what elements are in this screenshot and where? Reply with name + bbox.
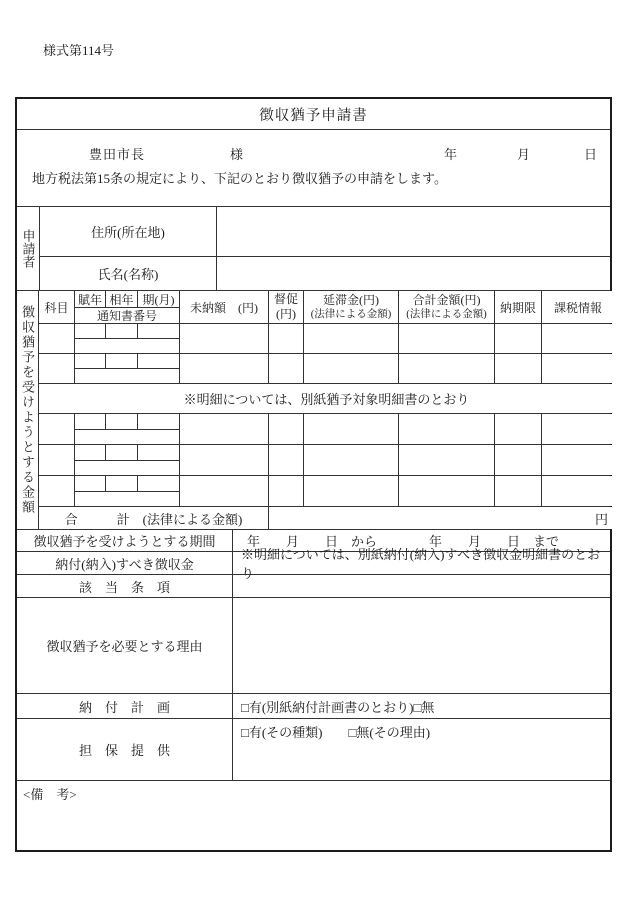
date-year-label: 年 (444, 147, 458, 162)
grid-cell-late-fee[interactable] (304, 414, 398, 444)
header-tax-info: 課税情報 (542, 291, 614, 323)
application-statement: 地方税法第15条の規定により、下記のとおり徴収猶予の申請をします。 (32, 171, 447, 186)
applicant-section (17, 206, 610, 290)
grid-cell-rel-year[interactable] (106, 414, 137, 429)
address-label: 住所(所在地) (40, 207, 217, 256)
header-levy-year: 賦年 (75, 291, 105, 307)
header-notice-no: 通知書番号 (75, 308, 179, 323)
grid-cell-late-fee[interactable] (304, 445, 398, 475)
levies-note: ※明細については、別紙納付(納入)すべき徴収金明細書のとおり (241, 547, 601, 581)
header-reminder-line1: 督促 (273, 292, 298, 306)
detail-note: ※明細については、別紙猶予対象明細書のとおり (39, 384, 614, 413)
grid-cell-tax-info[interactable] (542, 445, 614, 475)
grid-cell-period[interactable] (138, 445, 179, 460)
grid-cell-due-date[interactable] (495, 324, 541, 353)
grid-cell-unpaid[interactable] (180, 476, 268, 506)
clause-row (17, 574, 610, 597)
header-sum-line2: (法律による金額) (406, 308, 487, 320)
levies-label: 納付(納入)すべき徴収金 (17, 552, 233, 574)
grid-cell-period[interactable] (138, 324, 179, 338)
honorific-label: 様 (230, 147, 244, 162)
payment-plan-label: 納 付 計 画 (17, 694, 233, 718)
grid-cell-notice-no[interactable] (75, 369, 179, 383)
grid-cell-late-fee[interactable] (304, 476, 398, 506)
grid-cell-notice-no[interactable] (75, 492, 179, 506)
grid-cell-notice-no[interactable] (75, 339, 179, 353)
grid-cell-subject[interactable] (39, 476, 74, 506)
grid-cell-tax-info[interactable] (542, 354, 614, 383)
grid-cell-notice-no[interactable] (75, 430, 179, 444)
header-late-fee (304, 291, 398, 323)
grid-cell-due-date[interactable] (495, 476, 541, 506)
header-due-date: 納期限 (495, 291, 541, 323)
name-label: 氏名(名称) (40, 257, 217, 290)
grid-cell-reminder[interactable] (269, 354, 303, 383)
grid-cell-sum[interactable] (399, 445, 494, 475)
grid-cell-rel-year[interactable] (106, 354, 137, 368)
grid-cell-sum[interactable] (399, 324, 494, 353)
grid-cell-rel-year[interactable] (106, 445, 137, 460)
reason-label: 徴収猶予を必要とする理由 (17, 598, 233, 693)
period-value-cell[interactable]: 年 月 日 から 年 月 日 まで (247, 534, 560, 549)
total-value-cell[interactable]: 円 (269, 507, 614, 529)
grid-cell-levy-year[interactable] (75, 476, 105, 491)
grid-cell-due-date[interactable] (495, 414, 541, 444)
total-label: 合 計 (法律による金額) (39, 507, 268, 529)
grid-cell-levy-year[interactable] (75, 445, 105, 460)
grid-cell-period[interactable] (138, 476, 179, 491)
header-sum (399, 291, 494, 323)
levies-row (17, 547, 610, 581)
grid-cell-period[interactable] (138, 414, 179, 429)
header-reminder (269, 291, 303, 323)
header-sum-line1: 合計金額(円) (412, 292, 481, 307)
grid-cell-late-fee[interactable] (304, 324, 398, 353)
deferment-application-form (15, 97, 612, 852)
header-period: 期(月) (138, 291, 179, 307)
collateral-row (17, 718, 610, 780)
grid-cell-sum[interactable] (399, 414, 494, 444)
grid-cell-unpaid[interactable] (180, 445, 268, 475)
header-rel-year: 相年 (106, 291, 137, 307)
collateral-checkboxes[interactable]: □有(その種類) □無(その理由) (241, 725, 431, 740)
header-reminder-line2: (円) (275, 307, 296, 321)
grid-cell-period[interactable] (138, 354, 179, 368)
greeting-block (17, 129, 610, 206)
grid-cell-sum[interactable] (399, 476, 494, 506)
grid-cell-rel-year[interactable] (106, 324, 137, 338)
grid-cell-tax-info[interactable] (542, 414, 614, 444)
grid-cell-unpaid[interactable] (180, 414, 268, 444)
grid-cell-late-fee[interactable] (304, 354, 398, 383)
grid-cell-levy-year[interactable] (75, 414, 105, 429)
address-value-cell[interactable] (217, 207, 610, 256)
grid-cell-subject[interactable] (39, 414, 74, 444)
grid-cell-reminder[interactable] (269, 445, 303, 475)
date-month-label: 月 (517, 147, 531, 162)
grid-cell-tax-info[interactable] (542, 324, 614, 353)
reason-row (17, 597, 610, 693)
grid-cell-tax-info[interactable] (542, 476, 614, 506)
grid-cell-reminder[interactable] (269, 324, 303, 353)
grid-cell-subject[interactable] (39, 354, 74, 383)
grid-cell-unpaid[interactable] (180, 354, 268, 383)
addressee-label: 豊田市長 (89, 147, 146, 162)
grid-cell-notice-no[interactable] (75, 461, 179, 475)
header-late-fee-line1: 延滞金(円) (323, 292, 379, 307)
amount-side-label: 徴収猶予を受けようとする金額 (17, 291, 38, 529)
payment-plan-checkboxes[interactable]: □有(別紙納付計画書のとおり)□無 (241, 699, 435, 715)
collateral-label: 担 保 提 供 (17, 719, 233, 780)
clause-value-cell[interactable] (233, 575, 610, 597)
amount-grid (17, 290, 610, 529)
grid-cell-subject[interactable] (39, 324, 74, 353)
grid-cell-levy-year[interactable] (75, 324, 105, 338)
remarks-section[interactable] (17, 780, 610, 850)
reason-value-cell[interactable] (233, 598, 610, 693)
date-day-label: 日 (584, 147, 598, 162)
grid-cell-subject[interactable] (39, 445, 74, 475)
header-unpaid: 未納額 (円) (180, 291, 268, 323)
grid-cell-reminder[interactable] (269, 476, 303, 506)
header-subject: 科目 (39, 291, 74, 323)
grid-cell-due-date[interactable] (495, 445, 541, 475)
name-value-cell[interactable] (217, 257, 610, 290)
grid-cell-due-date[interactable] (495, 354, 541, 383)
grid-cell-rel-year[interactable] (106, 476, 137, 491)
grid-cell-unpaid[interactable] (180, 324, 268, 353)
grid-cell-levy-year[interactable] (75, 354, 105, 368)
remarks-label: <備 考> (23, 787, 77, 802)
period-label: 徴収猶予を受けようとする期間 (17, 530, 233, 551)
form-number: 様式第114号 (43, 43, 115, 58)
payment-plan-row (17, 693, 610, 718)
form-title: 徴収猶予申請書 (259, 107, 368, 124)
grid-cell-reminder[interactable] (269, 414, 303, 444)
clause-label: 該 当 条 項 (17, 575, 233, 597)
grid-cell-sum[interactable] (399, 354, 494, 383)
header-late-fee-line2: (法律による金額) (310, 308, 392, 320)
applicant-side-label: 申請者 (17, 207, 40, 290)
